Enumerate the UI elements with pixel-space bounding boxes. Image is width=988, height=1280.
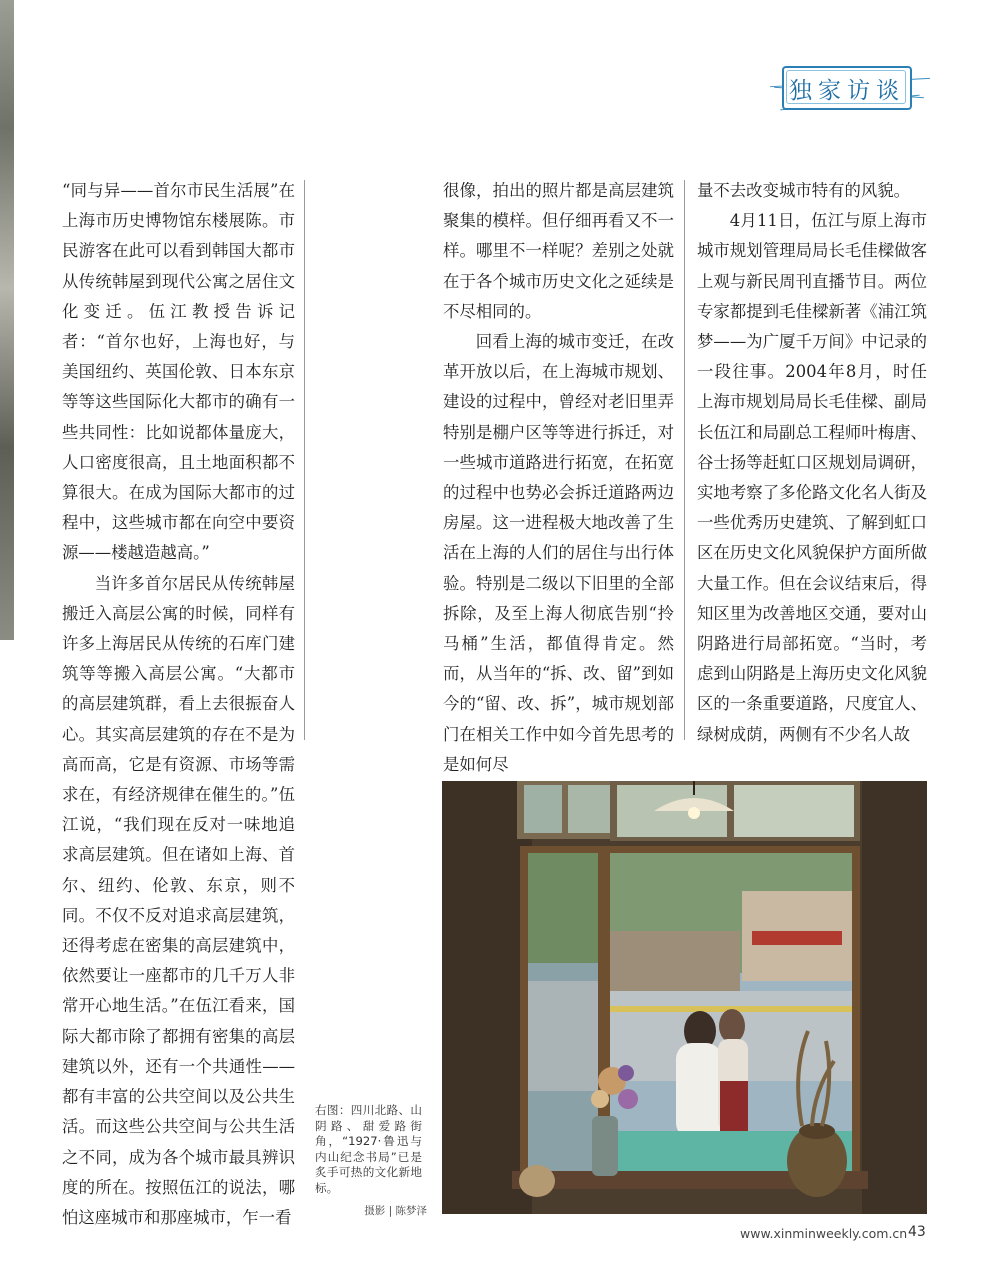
text-column-3 — [697, 176, 927, 750]
left-edge-blank — [0, 640, 14, 1280]
bookstore-window-photo — [442, 781, 927, 1214]
footer-url: www.xinminweekly.com.cn — [740, 1226, 908, 1241]
text-column-2 — [443, 176, 674, 780]
section-badge-label: 独家访谈 — [782, 66, 912, 110]
page-number: 43 — [908, 1224, 926, 1240]
column-divider — [684, 180, 685, 740]
column-divider — [304, 180, 305, 740]
text-column-1 — [62, 176, 295, 1233]
paragraph: 量不去改变城市特有的风貌。 — [697, 181, 911, 200]
paragraph: 4月11日，伍江与原上海市城市规划管理局局长毛佳樑做客上观与新民周刊直播节目。两位专家都提到毛佳樑新著《浦江筑梦——为广厦千万间》中记录的一段往事。2004年8月，时任上海市规划局局长毛佳樑、副局长伍江和局副总工程师叶梅唐、谷士扬等赶虹口区规划局调研，实地考察了多伦路文化名人街及一些优秀历史建筑、了解到虹口区在历史文化风貌保护方面所做大量工作。但在会议结束后，得知区里为改善地区交通，要对山阴路进行局部拓宽。“当时，考虑到山阴路是上海历史文化风貌区的一条重要道路，尺度宜人、绿树成荫，两侧有不少名人故 — [697, 211, 927, 744]
photo-illustration — [442, 781, 927, 1214]
photo-credit: 摄影 | 陈梦泽 — [364, 1205, 427, 1217]
badge-inner-border — [786, 70, 906, 104]
paragraph: 当许多首尔居民从传统韩屋搬迁入高层公寓的时候，同样有许多上海居民从传统的石库门建筑等等搬入高层公寓。“大都市的高层建筑群，看上去很振奋人心。其实高层建筑的存在不是为高而高，它是有资源、市场等需求在，有经济规律在催生的。”伍江说，“我们现在反对一味地追求高层建筑。但在诸如上海、首尔、纽约、伦敦、东京，则不同。不仅不反对追求高层建筑，还得考虑在密集的高层建筑中，依然要让一座都市的几千万人非常开心地生活。”在伍江看来，国际大都市除了都拥有密集的高层建筑以外，还有一个共通性——都有丰富的公共空间以及公共生活。而这些公共空间与公共生活之不同，成为各个城市最具辨识度的所在。按照伍江的说法，哪怕这座城市和那座城市，乍一看 — [62, 573, 295, 1227]
paragraph: “同与异——首尔市民生活展”在上海市历史博物馆东楼展陈。市民游客在此可以看到韩国大都市从传统韩屋到现代公寓之居住文化变迁。伍江教授告诉记者：“首尔也好，上海也好，与美国纽约、英国伦敦、日本东京等等这些国际化大都市的确有一些共同性：比如说都体量庞大，人口密度很高，且土地面积都不算很大。在成为国际大都市的过程中，这些城市都在向空中要资源——楼越造越高。” — [62, 181, 295, 563]
paragraph: 很像，拍出的照片都是高层建筑聚集的模样。但仔细再看又不一样。哪里不一样呢？差别之处就在于各个城市历史文化之延续是不尽相同的。 — [443, 181, 674, 321]
photo-caption: 右图：四川北路、山阴路、甜爱路街角，“1927·鲁迅与内山纪念书局”已是炙手可热的文化新地标。 — [315, 1103, 422, 1195]
section-badge — [770, 58, 930, 118]
left-edge-photo — [0, 0, 14, 640]
paragraph: 回看上海的城市变迁，在改革开放以后，在上海城市规划、建设的过程中，曾经对老旧里弄特别是棚户区等等进行拆迁，对一些城市道路进行拓宽，在拓宽的过程中也势必会拆迁道路两边房屋。这一进程极大地改善了生活在上海的人们的居住与出行体验。特别是二级以下旧里的全部拆除，及至上海人彻底告别“拎马桶”生活，都值得肯定。然而，从当年的“拆、改、留”到如今的“留、改、拆”，城市规划部门在相关工作中如今首先思考的是如何尽 — [443, 332, 674, 774]
